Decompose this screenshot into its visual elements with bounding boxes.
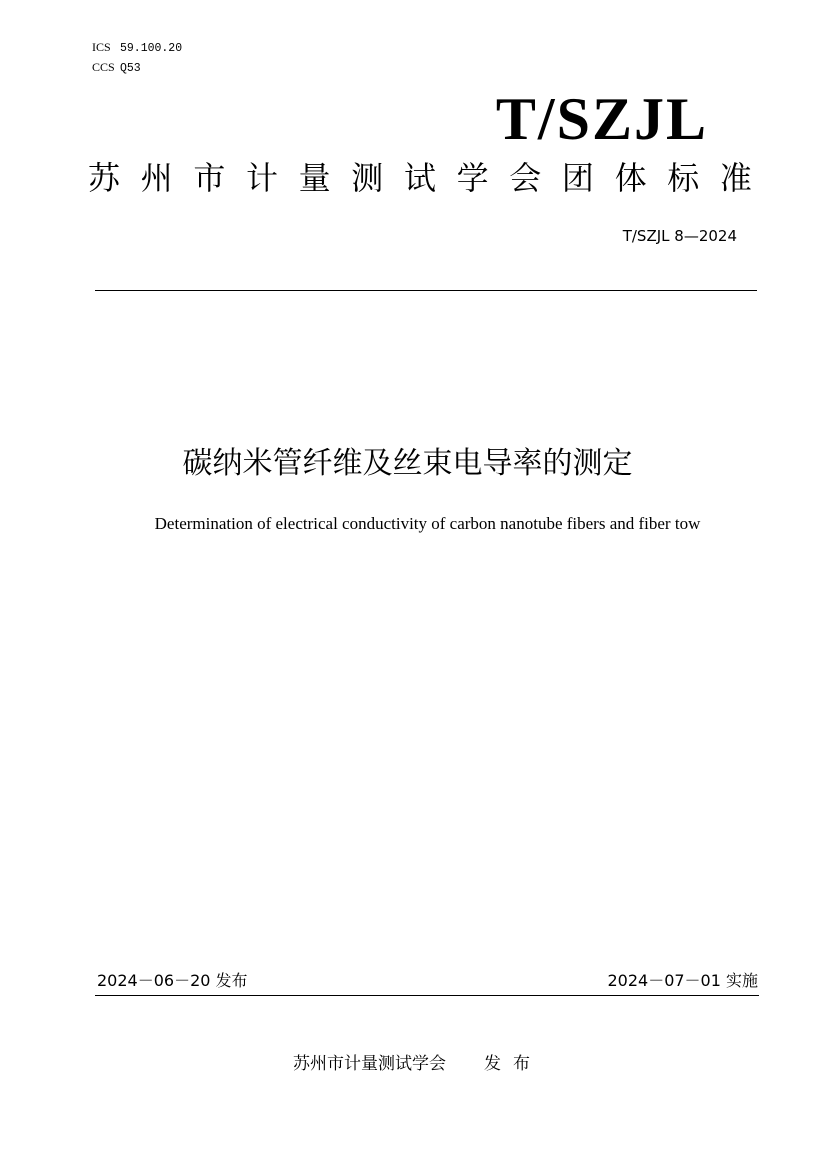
standard-brand: T/SZJL — [495, 86, 708, 152]
org-char: 测 — [351, 159, 384, 197]
org-char: 市 — [193, 159, 226, 197]
organization-standard-title — [88, 158, 752, 198]
publisher-line — [0, 1053, 815, 1075]
publisher-name: 苏州市计量测试学会 — [293, 1054, 446, 1074]
org-char: 学 — [456, 159, 489, 197]
implementation-date: 2024－07－01 实施 — [607, 971, 758, 990]
org-char: 苏 — [88, 159, 121, 197]
issue-date: 2024－06－20 发布 — [97, 971, 248, 990]
ccs-value: Q53 — [120, 62, 141, 75]
org-char: 试 — [403, 159, 436, 197]
ccs-label: CCS — [92, 60, 115, 74]
header-divider — [95, 290, 757, 291]
title-chinese: 碳纳米管纤维及丝束电导率的测定 — [182, 446, 633, 481]
ics-value: 59.100.20 — [120, 42, 183, 55]
org-char: 会 — [509, 159, 542, 197]
org-char: 标 — [667, 159, 700, 197]
org-char: 准 — [719, 159, 752, 197]
org-char: 团 — [561, 159, 594, 197]
org-char: 计 — [245, 159, 278, 197]
ccs-code — [92, 60, 141, 76]
org-char: 体 — [614, 159, 647, 197]
title-english: Determination of electrical conductivity of carbon nanotube fibers and fiber tow — [154, 514, 701, 533]
org-char: 州 — [140, 159, 173, 197]
footer-divider — [95, 995, 759, 996]
ics-label: ICS — [92, 40, 111, 54]
ics-code — [92, 40, 182, 56]
publish-action: 发布 — [484, 1054, 542, 1074]
org-char: 量 — [298, 159, 331, 197]
standard-number: T/SZJL 8—2024 — [622, 227, 737, 245]
